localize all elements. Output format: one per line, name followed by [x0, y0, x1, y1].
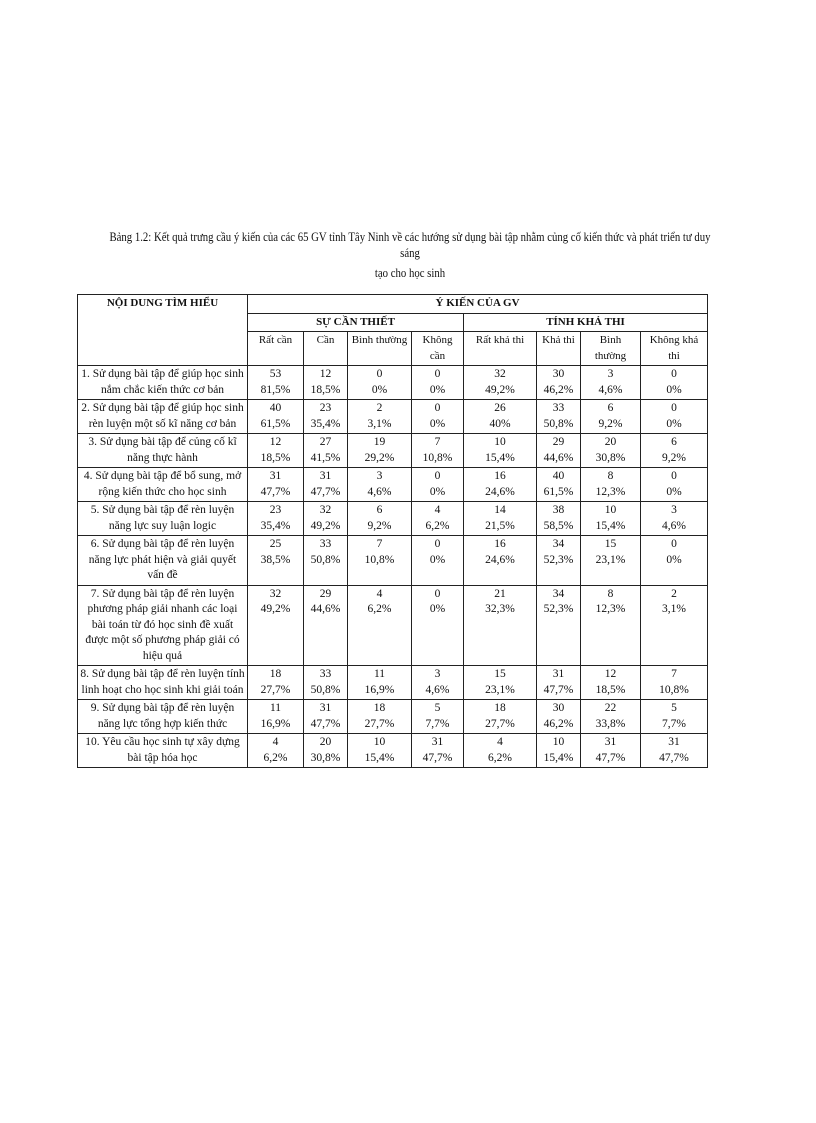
cell-count: 14 — [494, 504, 506, 516]
cell-percent: 4,6% — [662, 519, 686, 532]
cell-percent: 0% — [666, 553, 682, 566]
cell-count: 3 — [376, 470, 383, 482]
cell-count: 30 — [552, 368, 565, 380]
cell-count: 29 — [552, 436, 565, 448]
cell-count: 18 — [494, 702, 506, 714]
header-opinion: Ý KIẾN CỦA GV — [248, 295, 708, 314]
header-content: NỘI DUNG TÌM HIỂU — [78, 295, 248, 366]
cell-count: 30 — [552, 702, 565, 714]
cell-count: 4 — [497, 736, 503, 748]
cell-count: 10 — [494, 436, 506, 448]
cell-count: 34 — [552, 538, 565, 550]
cell-percent: 46,2% — [543, 717, 574, 730]
table-cell — [304, 502, 348, 536]
cell-count: 23 — [269, 504, 282, 516]
cell-count: 12 — [319, 368, 332, 380]
row-content: 9. Sử dụng bài tập để rèn luyện năng lực tổng hợp kiến thức — [78, 700, 248, 734]
table-caption: Bảng 1.2: Kết quả trưng cầu ý kiến của các 65 GV tỉnh Tây Ninh về các hướng sử dụng bài tập nhằm củng cố kiến thức và phát triển tư duy sáng — [109, 230, 711, 260]
table-cell — [537, 502, 581, 536]
cell-count: 2 — [376, 402, 383, 414]
row-content: 10. Yêu cầu học sinh tự xây dựng bài tập hóa học — [78, 734, 248, 768]
cell-percent: 47,7% — [310, 485, 341, 498]
cell-percent: 0% — [371, 383, 388, 396]
table-cell — [641, 400, 708, 434]
table-row — [78, 700, 708, 734]
cell-percent: 9,2% — [662, 451, 686, 464]
header-row-1 — [78, 295, 708, 314]
cell-count: 32 — [319, 504, 332, 516]
cell-count: 32 — [494, 368, 506, 380]
cell-count: 40 — [552, 470, 565, 482]
subheader: Bình thường — [581, 332, 641, 366]
cell-count: 4 — [434, 504, 441, 516]
cell-percent: 27,7% — [260, 683, 291, 696]
cell-count: 15 — [604, 538, 617, 550]
cell-percent: 50,8% — [310, 683, 341, 696]
table-cell — [348, 468, 412, 502]
cell-percent: 41,5% — [310, 451, 341, 464]
cell-count: 0 — [434, 368, 441, 380]
cell-percent: 49,2% — [485, 383, 515, 396]
cell-percent: 7,7% — [425, 717, 450, 730]
cell-count: 6 — [607, 402, 614, 414]
row-content: 3. Sử dụng bài tập để củng cố kĩ năng thực hành — [78, 434, 248, 468]
cell-percent: 47,7% — [659, 751, 689, 764]
cell-count: 5 — [671, 702, 677, 714]
table-cell — [537, 585, 581, 666]
cell-count: 3 — [671, 504, 677, 516]
cell-percent: 12,3% — [595, 485, 626, 498]
table-cell — [248, 434, 304, 468]
cell-count: 12 — [604, 668, 617, 680]
cell-percent: 18,5% — [260, 451, 291, 464]
cell-percent: 6,2% — [425, 519, 450, 532]
cell-percent: 52,3% — [543, 553, 574, 566]
table-cell — [348, 666, 412, 700]
table-cell — [412, 468, 464, 502]
table-cell — [412, 666, 464, 700]
cell-percent: 61,5% — [543, 485, 574, 498]
cell-percent: 30,8% — [310, 751, 341, 764]
table-cell — [581, 366, 641, 400]
table-cell — [641, 700, 708, 734]
cell-count: 18 — [269, 668, 282, 680]
cell-percent: 61,5% — [260, 417, 291, 430]
table-cell — [248, 536, 304, 586]
cell-count: 7 — [671, 668, 677, 680]
cell-percent: 3,1% — [662, 603, 686, 615]
table-cell — [304, 585, 348, 666]
cell-percent: 47,7% — [543, 683, 574, 696]
table-cell — [304, 666, 348, 700]
cell-count: 4 — [376, 587, 383, 600]
table-cell — [304, 366, 348, 400]
table-cell — [348, 734, 412, 768]
cell-percent: 27,7% — [485, 717, 515, 730]
cell-count: 0 — [434, 587, 441, 600]
cell-count: 12 — [269, 436, 282, 448]
table-cell — [412, 434, 464, 468]
table-cell — [464, 585, 537, 666]
table-row — [78, 666, 708, 700]
cell-count: 31 — [319, 470, 332, 482]
cell-count: 10 — [552, 736, 565, 748]
table-cell — [641, 585, 708, 666]
cell-count: 18 — [373, 702, 386, 714]
cell-percent: 0% — [666, 383, 682, 396]
table-cell — [641, 502, 708, 536]
cell-count: 0 — [671, 470, 677, 482]
table-cell — [348, 366, 412, 400]
cell-count: 26 — [494, 402, 506, 414]
cell-percent: 10,8% — [659, 683, 689, 696]
table-cell — [641, 734, 708, 768]
subheader: Không cần — [412, 332, 464, 366]
cell-count: 38 — [552, 504, 565, 516]
cell-percent: 23,1% — [595, 553, 626, 566]
table-cell — [464, 734, 537, 768]
cell-count: 22 — [604, 702, 617, 714]
table-cell — [348, 502, 412, 536]
cell-percent: 18,5% — [595, 683, 626, 696]
cell-percent: 32,3% — [485, 603, 515, 615]
table-cell — [304, 536, 348, 586]
table-row — [78, 585, 708, 666]
cell-count: 7 — [434, 436, 441, 448]
cell-percent: 10,8% — [422, 451, 453, 464]
cell-count: 23 — [319, 402, 332, 414]
cell-count: 29 — [319, 587, 332, 600]
table-cell — [537, 666, 581, 700]
cell-percent: 24,6% — [485, 485, 515, 498]
table-cell — [581, 700, 641, 734]
cell-percent: 6,2% — [367, 603, 392, 615]
table-cell — [641, 536, 708, 586]
cell-percent: 15,4% — [364, 751, 395, 764]
table-cell — [537, 468, 581, 502]
table-cell — [412, 536, 464, 586]
table-cell — [248, 366, 304, 400]
cell-percent: 24,6% — [485, 553, 515, 566]
cell-percent: 30,8% — [595, 451, 626, 464]
table-cell — [348, 700, 412, 734]
row-content: 7. Sử dụng bài tập để rèn luyện phương pháp giải nhanh các loại bài toán từ đó học sinh đề xuất được một số phương pháp giải có hiệu quả — [78, 585, 248, 666]
cell-percent: 33,8% — [595, 717, 626, 730]
cell-percent: 58,5% — [543, 519, 574, 532]
table-cell — [581, 536, 641, 586]
cell-percent: 47,7% — [595, 751, 626, 764]
survey-table — [77, 294, 708, 768]
cell-percent: 40% — [489, 417, 511, 430]
subheader: Rất cần — [248, 332, 304, 366]
table-cell — [412, 400, 464, 434]
table-cell — [581, 434, 641, 468]
cell-count: 7 — [376, 538, 383, 550]
cell-count: 0 — [671, 538, 677, 550]
cell-percent: 44,6% — [310, 603, 341, 615]
table-cell — [464, 502, 537, 536]
subheader: Khả thi — [537, 332, 581, 366]
table-row — [78, 468, 708, 502]
subheader: Cần — [304, 332, 348, 366]
cell-percent: 47,7% — [310, 717, 341, 730]
cell-percent: 52,3% — [543, 603, 574, 615]
table-cell — [641, 468, 708, 502]
cell-percent: 29,2% — [364, 451, 395, 464]
cell-count: 53 — [269, 368, 282, 380]
cell-percent: 46,2% — [543, 383, 574, 396]
cell-count: 0 — [434, 402, 441, 414]
table-cell — [304, 400, 348, 434]
cell-count: 0 — [376, 368, 383, 380]
cell-count: 34 — [552, 587, 565, 600]
table-cell — [304, 700, 348, 734]
table-cell — [581, 400, 641, 434]
cell-count: 6 — [376, 504, 383, 516]
survey-table-body — [78, 366, 708, 768]
table-cell — [412, 366, 464, 400]
cell-percent: 0% — [429, 485, 446, 498]
table-cell — [304, 734, 348, 768]
cell-count: 31 — [668, 736, 680, 748]
table-cell — [641, 366, 708, 400]
cell-percent: 0% — [429, 383, 446, 396]
cell-count: 25 — [269, 538, 282, 550]
table-row — [78, 734, 708, 768]
table-cell — [537, 400, 581, 434]
table-cell — [641, 666, 708, 700]
cell-percent: 35,4% — [260, 519, 291, 532]
cell-percent: 9,2% — [598, 417, 623, 430]
cell-count: 3 — [607, 368, 614, 380]
table-cell — [248, 734, 304, 768]
table-cell — [348, 400, 412, 434]
cell-count: 0 — [671, 402, 677, 414]
cell-percent: 10,8% — [364, 553, 395, 566]
table-cell — [464, 400, 537, 434]
cell-percent: 23,1% — [485, 683, 515, 696]
cell-percent: 27,7% — [364, 717, 395, 730]
table-cell — [641, 434, 708, 468]
row-content: 5. Sử dụng bài tập để rèn luyện năng lực suy luận logic — [78, 502, 248, 536]
cell-count: 33 — [552, 402, 565, 414]
cell-count: 11 — [373, 668, 386, 680]
cell-count: 20 — [319, 736, 332, 748]
cell-count: 3 — [434, 668, 441, 680]
table-cell — [412, 700, 464, 734]
subheader: Không khả thi — [641, 332, 708, 366]
cell-percent: 16,9% — [364, 683, 395, 696]
cell-percent: 81,5% — [260, 383, 291, 396]
cell-percent: 49,2% — [310, 519, 341, 532]
cell-percent: 47,7% — [260, 485, 291, 498]
cell-count: 33 — [319, 668, 332, 680]
row-content: 4. Sử dụng bài tập để bổ sung, mở rộng kiến thức cho học sinh — [78, 468, 248, 502]
cell-percent: 4,6% — [425, 683, 450, 696]
cell-count: 0 — [671, 368, 677, 380]
cell-percent: 50,8% — [310, 553, 341, 566]
cell-count: 31 — [552, 668, 565, 680]
cell-count: 5 — [434, 702, 441, 714]
table-cell — [248, 700, 304, 734]
table-cell — [348, 434, 412, 468]
cell-percent: 49,2% — [260, 603, 291, 615]
row-content: 1. Sử dụng bài tập để giúp học sinh nắm chắc kiến thức cơ bản — [78, 366, 248, 400]
table-row — [78, 536, 708, 586]
cell-percent: 4,6% — [367, 485, 392, 498]
cell-percent: 15,4% — [485, 451, 515, 464]
table-cell — [537, 700, 581, 734]
cell-percent: 35,4% — [310, 417, 341, 430]
cell-percent: 6,2% — [263, 751, 288, 764]
row-content: 6. Sử dụng bài tập để rèn luyện năng lực phát hiện và giải quyết vấn đề — [78, 536, 248, 586]
table-cell — [537, 734, 581, 768]
cell-count: 0 — [434, 470, 441, 482]
table-cell — [581, 734, 641, 768]
cell-percent: 0% — [429, 603, 446, 615]
table-cell — [304, 434, 348, 468]
cell-count: 11 — [269, 702, 282, 714]
row-content: 2. Sử dụng bài tập để giúp học sinh rèn luyện một số kĩ năng cơ bản — [78, 400, 248, 434]
table-cell — [248, 502, 304, 536]
cell-percent: 0% — [429, 553, 446, 566]
cell-count: 31 — [431, 736, 444, 748]
cell-percent: 7,7% — [662, 717, 686, 730]
table-cell — [537, 536, 581, 586]
cell-percent: 16,9% — [260, 717, 291, 730]
cell-count: 10 — [604, 504, 617, 516]
table-cell — [464, 366, 537, 400]
row-content: 8. Sử dụng bài tập để rèn luyện tính linh hoạt cho học sinh khi giải toán — [78, 666, 248, 700]
cell-count: 27 — [319, 436, 332, 448]
cell-count: 4 — [272, 736, 279, 748]
table-cell — [581, 502, 641, 536]
cell-percent: 0% — [666, 485, 682, 498]
cell-percent: 0% — [429, 417, 446, 430]
table-cell — [537, 434, 581, 468]
cell-percent: 44,6% — [543, 451, 574, 464]
table-row — [78, 502, 708, 536]
table-cell — [581, 468, 641, 502]
cell-count: 16 — [494, 470, 506, 482]
table-cell — [464, 468, 537, 502]
table-cell — [464, 434, 537, 468]
cell-percent: 21,5% — [485, 519, 515, 532]
cell-count: 15 — [494, 668, 506, 680]
table-row — [78, 434, 708, 468]
cell-percent: 6,2% — [488, 751, 512, 764]
cell-count: 6 — [671, 436, 677, 448]
table-cell — [464, 536, 537, 586]
cell-percent: 50,8% — [543, 417, 574, 430]
table-cell — [537, 366, 581, 400]
cell-count: 10 — [373, 736, 386, 748]
table-cell — [412, 585, 464, 666]
table-cell — [348, 536, 412, 586]
cell-count: 16 — [494, 538, 506, 550]
cell-percent: 47,7% — [422, 751, 453, 764]
cell-percent: 15,4% — [595, 519, 626, 532]
cell-percent: 18,5% — [310, 383, 341, 396]
table-cell — [304, 468, 348, 502]
cell-count: 31 — [269, 470, 282, 482]
cell-count: 2 — [671, 587, 677, 600]
cell-percent: 3,1% — [367, 417, 392, 430]
table-cell — [248, 400, 304, 434]
table-cell — [464, 666, 537, 700]
cell-count: 31 — [604, 736, 617, 748]
cell-count: 0 — [434, 538, 441, 550]
cell-count: 8 — [607, 470, 614, 482]
table-cell — [581, 666, 641, 700]
subheader: Rất khả thi — [464, 332, 537, 366]
cell-count: 32 — [269, 587, 282, 600]
cell-count: 19 — [373, 436, 386, 448]
table-row — [78, 366, 708, 400]
table-cell — [348, 585, 412, 666]
cell-count: 40 — [269, 402, 282, 414]
cell-percent: 38,5% — [260, 553, 291, 566]
cell-percent: 0% — [666, 417, 682, 430]
table-cell — [412, 734, 464, 768]
header-feasible: TÍNH KHẢ THI — [464, 313, 708, 332]
table-cell — [248, 666, 304, 700]
cell-percent: 12,3% — [595, 603, 626, 615]
subheader: Bình thường — [348, 332, 412, 366]
cell-count: 21 — [494, 587, 506, 600]
table-cell — [248, 585, 304, 666]
cell-count: 8 — [607, 587, 614, 600]
table-cell — [248, 468, 304, 502]
cell-percent: 4,6% — [598, 383, 623, 396]
cell-count: 20 — [604, 436, 617, 448]
cell-percent: 9,2% — [367, 519, 392, 532]
table-cell — [412, 502, 464, 536]
table-cell — [581, 585, 641, 666]
header-need: SỰ CẦN THIẾT — [248, 313, 464, 332]
cell-count: 31 — [319, 702, 332, 714]
cell-percent: 15,4% — [543, 751, 574, 764]
cell-count: 33 — [319, 538, 332, 550]
table-cell — [464, 700, 537, 734]
table-row — [78, 400, 708, 434]
table-caption-continued: tạo cho học sinh — [374, 266, 446, 280]
